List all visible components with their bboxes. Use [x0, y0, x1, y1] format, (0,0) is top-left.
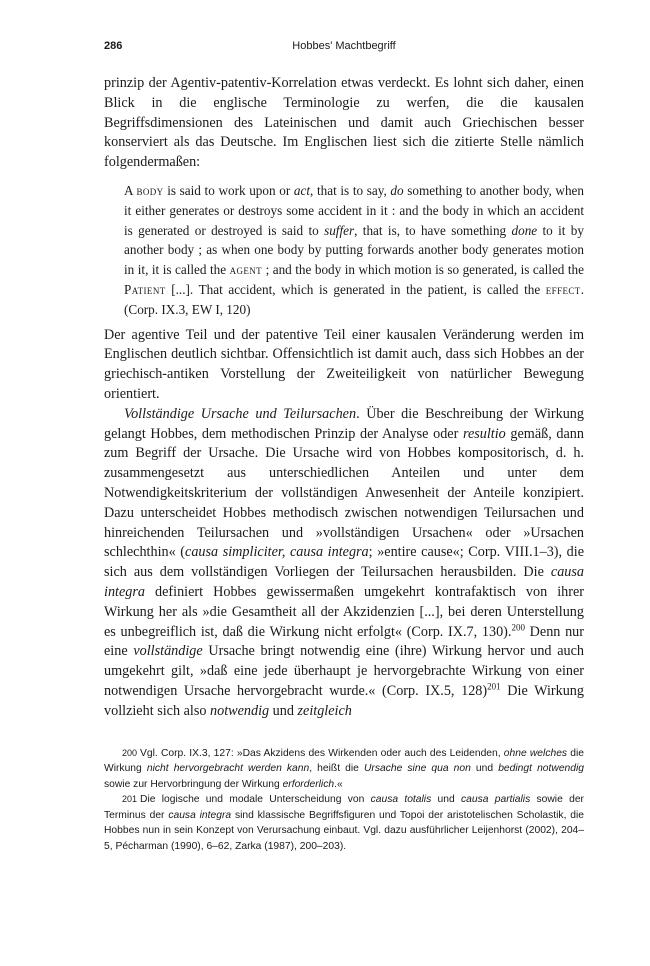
- page-number: 286: [104, 40, 123, 52]
- footnote-ref-200[interactable]: 200: [511, 621, 525, 632]
- footnote-number: 201: [122, 794, 138, 805]
- paragraph-3: Vollständige Ursache und Teilursachen. Über die Beschreibung der Wirkung gelangt Hobbes, dem methodischen Prinzip der Analyse oder resultio gemäß, dann zum Begriff der Ursache. Die Ursache wird von Hobbes kompositorisch, d. h. zusammengesetzt aus unterschiedlichen Anteilen und unter dem Notwendigkeitskriterium der vollständigen Anwesenheit der Anteile konzipiert. Dazu unterscheidet Hobbes methodisch zwischen notwendigen Teilursachen und hinreichenden Teilursachen und »vollständigen Ursachen« oder »Ursachen schlechthin« (causa simpliciter, causa integra; »entire cause«; Corp. VIII.1–3), die sich aus dem vollständigen Vorliegen der Teilursachen herausbilden. Die causa integra definiert Hobbes gewissermaßen umgekehrt kontrafaktisch von ihrer Wirkung her als »die Gesamtheit all der Akzidenzien [...], bei deren Unterstellung es unbegreiflich ist, daß die Wirkung nicht erfolgt« (Corp. IX.7, 130).$^{200}$ Denn nur eine vollständige Ursache bringt notwendig eine (ihre) Wirkung hervor und auch umgekehrt gilt, »daß eine jede überhaupt je hervorgebrachte Wirkung von einer notwendigen Ursache hervorgebracht wurde.« (Corp. IX.5, 128)$^{201}$ Die Wirkung vollzieht sich also notwendig und zeitgleich: [104, 405, 585, 719]
- footnote-number: 200: [122, 747, 138, 758]
- running-header: [104, 40, 584, 60]
- block-quote: A body is said to work upon or act, that is to say, do something to another body, when it either generates or destroys some accident in it : and the body in which an accident is generated or destroyed is said to suffer, that is, to have something done to it by another body ; as when one body by putting forwards another body generates motion in it, it is called the agent ; and the body in which motion is so generated, is called the Patient [...]. That accident, which is generated in the patient, is called the effect. (Corp. IX.3, EW I, 120): [124, 182, 585, 317]
- main-text: [104, 74, 584, 722]
- footnote-201: 201 Die logische und modale Unterscheidung von causa totalis und causa partialis sowie der Terminus der causa integra sind klassische Begriffsfiguren und Topoi der aristotelischen Scholastik, die Hobbes nun in sein Konzept von Verursachung einbaut. Vgl. dazu ausführlicher Leijenhorst (2002), 204–5, Pécharman (1990), 6–62, Zarka (1987), 200–203).: [104, 794, 584, 853]
- section-run-in-heading: Vollständige Ursache und Teilursachen: [124, 405, 357, 422]
- footnote-ref-201[interactable]: 201: [487, 681, 501, 692]
- footnote-200: 200 Vgl. Corp. IX.3, 127: »Das Akzidens des Wirkenden oder auch des Leidenden, ohne welches die Wirkung nicht hervorgebracht werden kann, heißt die Ursache sine qua non und bedingt notwendig sowie zur Hervorbringung der Wirkung erforderlich.«: [104, 747, 585, 790]
- book-page: [104, 40, 584, 855]
- paragraph-2: Der agentive Teil und der patentive Teil einer kausalen Veränderung werden im Englischen deutlich sichtbar. Offensichtlich ist damit auch, dass sich Hobbes an der griechisch-antiken Vorstellung der Zweiteiligkeit von natürlicher Bewegung orientiert.: [104, 326, 584, 402]
- paragraph-1: prinzip der Agentiv-patentiv-Korrelation etwas verdeckt. Es lohnt sich daher, einen Blick in die englische Terminologie zu werfen, die die kausalen Begriffsdimensionen des Lateinischen und damit auch Griechischen besser konserviert als das Deutsche. Im Englischen liest sich die zitierte Stelle nämlich folgendermaßen:: [104, 75, 584, 171]
- running-title: Hobbes' Machtbegriff: [292, 40, 396, 52]
- footnotes: [104, 746, 584, 855]
- footnote-spacer: [104, 722, 584, 736]
